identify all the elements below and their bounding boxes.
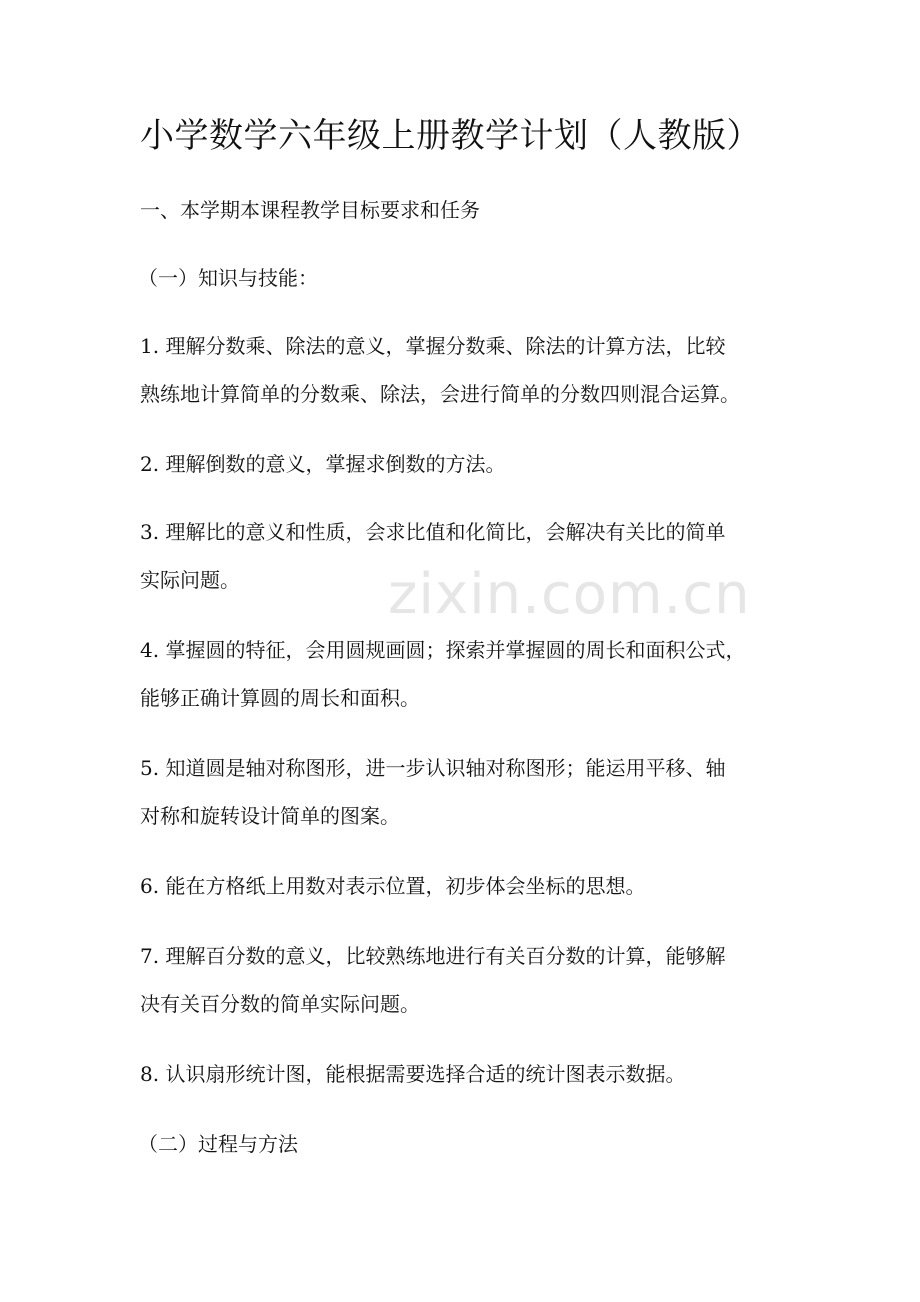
list-item-1 xyxy=(140,322,780,418)
list-item-line: 能够正确计算圆的周长和面积。 xyxy=(140,686,420,710)
subsection-heading-knowledge: （一）知识与技能： xyxy=(138,266,318,290)
list-item-line: 4. 掌握圆的特征，会用圆规画圆；探索并掌握圆的周长和面积公式， xyxy=(140,638,746,662)
document-title: 小学数学六年级上册教学计划（人教版） xyxy=(140,116,761,156)
list-item-line: 5. 知道圆是轴对称图形，进一步认识轴对称图形；能运用平移、轴 xyxy=(140,756,726,780)
list-item-8 xyxy=(140,1050,780,1098)
list-item-line: 熟练地计算简单的分数乘、除法，会进行简单的分数四则混合运算。 xyxy=(140,382,740,406)
list-item-7 xyxy=(140,932,780,1028)
list-item-4 xyxy=(140,626,780,722)
list-item-2 xyxy=(140,440,780,488)
watermark: zixin.com.cn xyxy=(388,562,751,627)
subsection-heading-process: （二）过程与方法 xyxy=(138,1132,298,1156)
list-item-line: 实际问题。 xyxy=(140,568,240,592)
list-item-line: 2. 理解倒数的意义，掌握求倒数的方法。 xyxy=(140,452,506,476)
list-item-line: 8. 认识扇形统计图，能根据需要选择合适的统计图表示数据。 xyxy=(140,1062,686,1086)
list-item-line: 6. 能在方格纸上用数对表示位置，初步体会坐标的思想。 xyxy=(140,874,646,898)
list-item-line: 7. 理解百分数的意义，比较熟练地进行有关百分数的计算，能够解 xyxy=(140,944,726,968)
list-item-3 xyxy=(140,508,780,604)
list-item-line: 1. 理解分数乘、除法的意义，掌握分数乘、除法的计算方法，比较 xyxy=(140,334,726,358)
list-item-5 xyxy=(140,744,780,840)
list-item-line: 3. 理解比的意义和性质，会求比值和化简比，会解决有关比的简单 xyxy=(140,520,726,544)
list-item-6 xyxy=(140,862,780,910)
list-item-line: 对称和旋转设计简单的图案。 xyxy=(140,804,400,828)
list-item-line: 决有关百分数的简单实际问题。 xyxy=(140,992,420,1016)
section-heading: 一、本学期本课程教学目标要求和任务 xyxy=(140,198,480,222)
